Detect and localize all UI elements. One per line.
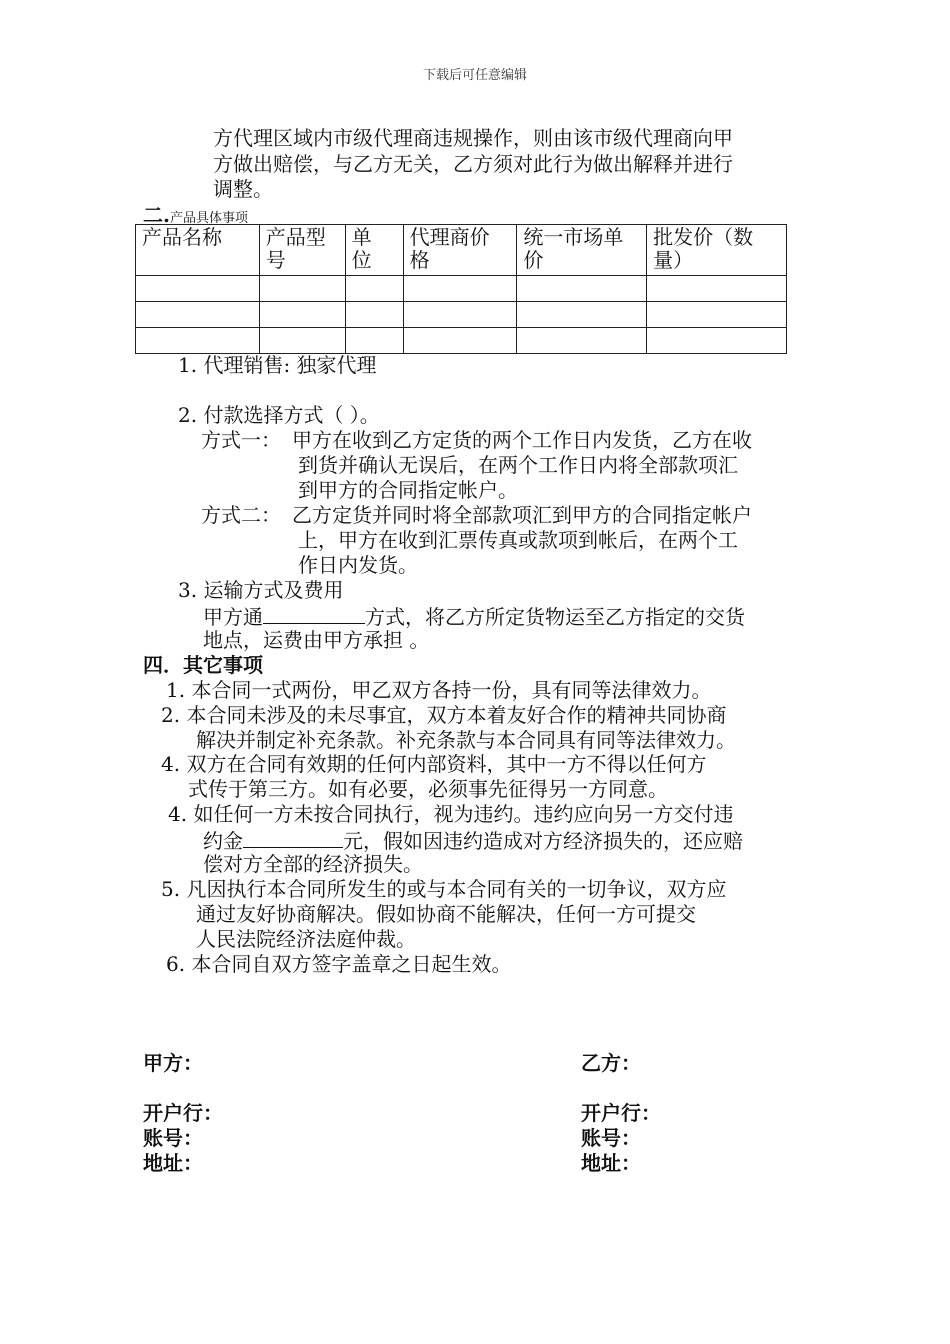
table-row xyxy=(136,302,787,328)
transport-method-blank xyxy=(263,603,365,624)
item1-sales-mode: 1. 代理销售: 独家代理 xyxy=(178,353,377,377)
table-cell xyxy=(259,276,345,302)
item3-line2: 地点，运费由甲方承担 。 xyxy=(203,628,430,652)
clause4-line2-post: 元，假如因违约造成对方经济损失的，还应赔 xyxy=(343,829,743,853)
party-b-account-label: 账号： xyxy=(581,1126,641,1150)
table-cell xyxy=(403,328,517,354)
party-b-bank-label: 开户行： xyxy=(581,1101,661,1125)
section4-clause-4-line1: 4. 如任何一方未按合同执行，视为违约。违约应向另一方交付违 xyxy=(168,802,734,826)
table-row xyxy=(136,328,787,354)
item2-mode2-line1: 乙方定货并同时将全部款项汇到甲方的合同指定帐户 xyxy=(292,503,752,527)
section4-clause-3-line1: 4. 双方在合同有效期的任何内部资料，其中一方不得以任何方 xyxy=(161,752,707,776)
table-cell xyxy=(517,328,647,354)
item2-mode1-line3: 到甲方的合同指定帐户。 xyxy=(298,478,518,502)
item2-mode1-line2: 到货并确认无误后，在两个工作日内将全部款项汇 xyxy=(298,453,738,477)
table-cell xyxy=(647,328,787,354)
table-cell xyxy=(345,302,403,328)
table-cell xyxy=(345,276,403,302)
table-cell xyxy=(136,302,260,328)
item3-line1-pre: 甲方通 xyxy=(203,605,263,629)
product-table xyxy=(135,224,787,354)
section2-title: 产品具体事项 xyxy=(169,211,248,226)
section4-clause-1: 1. 本合同一式两份，甲乙双方各持一份，具有同等法律效力。 xyxy=(166,678,712,702)
table-cell xyxy=(259,302,345,328)
table-row xyxy=(136,276,787,302)
item3-transport-title: 3. 运输方式及费用 xyxy=(178,578,344,602)
table-cell xyxy=(345,328,403,354)
section4-clause-2-line1: 2. 本合同未涉及的未尽事宜，双方本着友好合作的精神共同协商 xyxy=(161,703,727,727)
party-b-label: 乙方： xyxy=(581,1051,641,1075)
section4-clause-5-line3: 人民法院经济法庭仲裁。 xyxy=(196,927,416,951)
table-cell xyxy=(517,302,647,328)
col-header-wholesale-price: 批发价（数 量） xyxy=(647,225,787,276)
item2-mode1-line1: 甲方在收到乙方定货的两个工作日内发货，乙方在收 xyxy=(292,428,752,452)
table-cell xyxy=(647,302,787,328)
party-b-address-label: 地址： xyxy=(581,1151,641,1175)
section4-clause-5-line1: 5. 凡因执行本合同所发生的或与本合同有关的一切争议，双方应 xyxy=(161,877,727,901)
table-cell xyxy=(517,276,647,302)
col-header-market-price: 统一市场单 价 xyxy=(517,225,647,276)
section4-clause-4-line3: 偿对方全部的经济损失。 xyxy=(203,852,423,876)
item3-line1-post: 方式，将乙方所定货物运至乙方指定的交货 xyxy=(365,605,745,629)
page-header: 下载后可任意编辑 xyxy=(422,68,527,83)
col-header-product-model: 产品型 号 xyxy=(259,225,345,276)
table-header-row xyxy=(136,225,787,276)
section4-clause-5-line2: 通过友好协商解决。假如协商不能解决，任何一方可提交 xyxy=(196,902,696,926)
section4-clause-2-line2: 解决并制定补充条款。补充条款与本合同具有同等法律效力。 xyxy=(196,728,736,752)
intro-line-1: 方代理区域内市级代理商违规操作，则由该市级代理商向甲 xyxy=(213,126,733,150)
item2-mode2-line2: 上，甲方在收到汇票传真或款项到帐后，在两个工 xyxy=(298,528,738,552)
table-cell xyxy=(136,328,260,354)
penalty-amount-blank xyxy=(243,827,343,848)
col-header-unit: 单 位 xyxy=(345,225,403,276)
item2-payment-title: 2. 付款选择方式（ ）。 xyxy=(178,403,380,427)
item3-line1 xyxy=(203,603,745,629)
party-a-bank-label: 开户行： xyxy=(143,1101,223,1125)
item2-mode2-line3: 作日内发货。 xyxy=(298,553,418,577)
party-a-label: 甲方： xyxy=(143,1051,203,1075)
section4-title: 四．其它事项 xyxy=(143,653,263,677)
party-a-account-label: 账号： xyxy=(143,1126,203,1150)
table-cell xyxy=(403,302,517,328)
party-a-address-label: 地址： xyxy=(143,1151,203,1175)
table-cell xyxy=(647,276,787,302)
intro-line-3: 调整。 xyxy=(213,177,273,201)
clause4-line2-pre: 约金 xyxy=(203,829,243,853)
section4-clause-3-line2: 式传于第三方。如有必要，必须事先征得另一方同意。 xyxy=(188,777,668,801)
table-cell xyxy=(259,328,345,354)
table-cell xyxy=(136,276,260,302)
section2-number: 二. xyxy=(143,203,170,227)
table-cell xyxy=(403,276,517,302)
section4-clause-6: 6. 本合同自双方签字盖章之日起生效。 xyxy=(166,952,512,976)
col-header-agent-price: 代理商价 格 xyxy=(403,225,517,276)
item2-mode1-label: 方式一： xyxy=(201,428,281,452)
intro-line-2: 方做出赔偿，与乙方无关，乙方须对此行为做出解释并进行 xyxy=(213,152,733,176)
col-header-product-name: 产品名称 xyxy=(136,225,260,276)
section4-clause-4-line2 xyxy=(203,827,743,853)
item2-mode2-label: 方式二： xyxy=(201,503,281,527)
